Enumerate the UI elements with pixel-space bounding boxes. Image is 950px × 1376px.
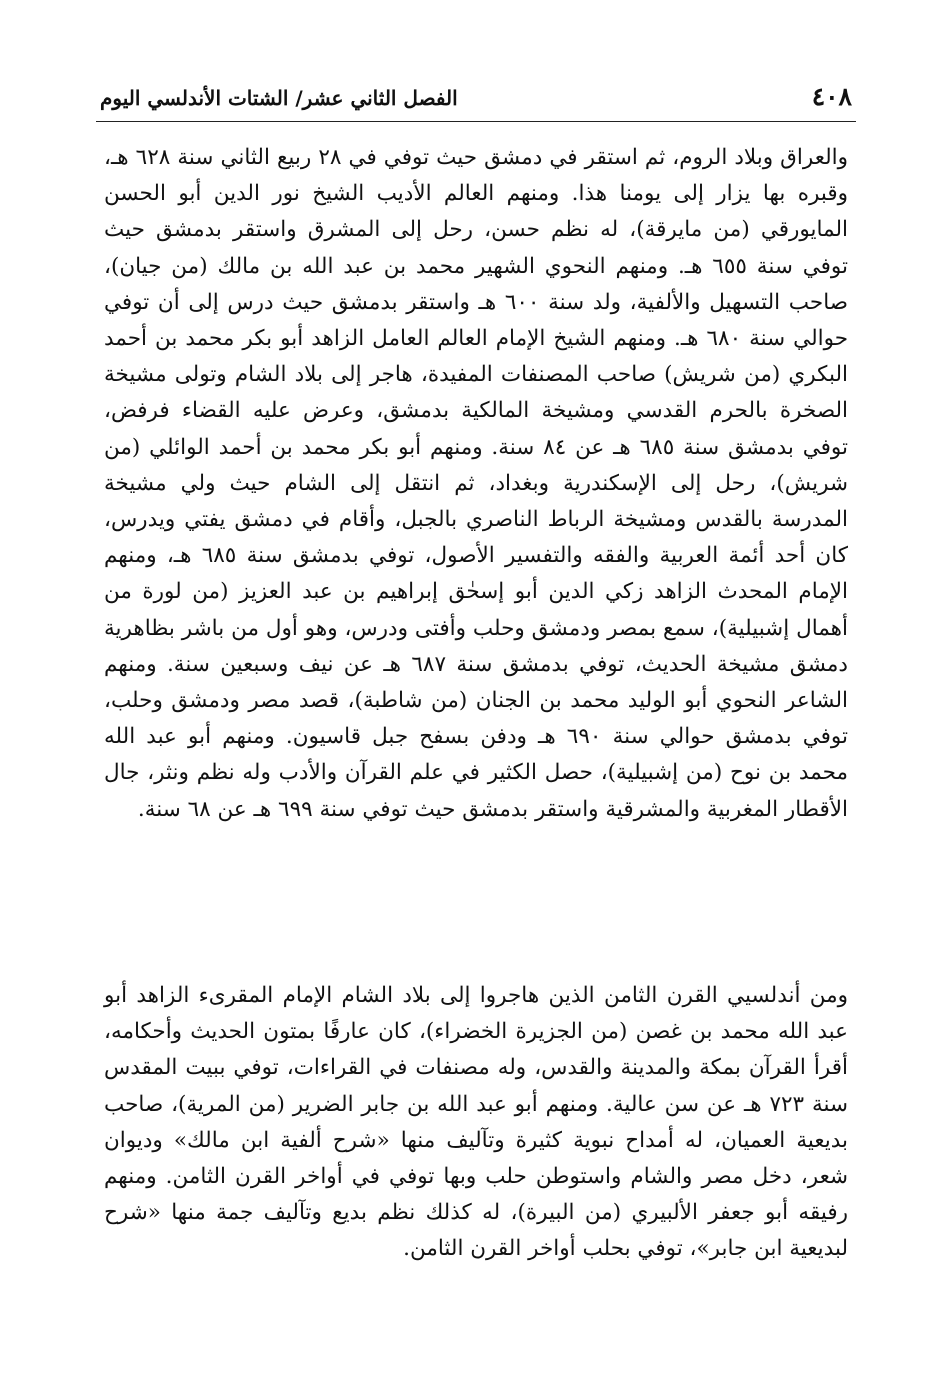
running-title: الفصل الثاني عشر/ الشتات الأندلسي اليوم: [100, 86, 458, 110]
body-paragraph: ومن أندلسيي القرن الثامن الذين هاجروا إلى بلاد الشام الإمام المقرىء الزاهد أبو عبد الله محمد بن غصن (من الجزيرة الخضراء)، كان عارفًا بمتون الحديث وأحكامه، أقرأ القرآن بمكة والمدينة والقدس، وله مصنفات في القراءات، توفي ببيت المقدس سنة ٧٢٣ هـ عن سن عالية. ومنهم أبو عبد الله بن جابر الضرير (من المرية)، صاحب بديعية العميان، له أمداح نبوية كثيرة وتآليف منها «شرح ألفية ابن مالك» وديوان شعر، دخل مصر والشام واستوطن حلب وبها توفي في أواخر القرن الثامن. ومنهم رفيقه أبو جعفر الألبيري (من البيرة)، له كذلك نظم بديع وتآليف جمة منها «شرح لبديعية ابن جابر»، توفي بحلب أواخر القرن الثامن.: [104, 983, 848, 1262]
page-number: ٤٠٨: [811, 82, 852, 111]
body-paragraph: والعراق وبلاد الروم، ثم استقر في دمشق حيث توفي في ٢٨ ربيع الثاني سنة ٦٢٨ هـ، وقبره بها يزار إلى يومنا هذا. ومنهم العالم الأديب الشيخ نور الدين أبو الحسن المايورقي (من مايرقة)، له نظم حسن، رحل إلى المشرق واستقر بدمشق حيث توفي سنة ٦٥٥ هـ. ومنهم النحوي الشهير محمد بن عبد الله بن مالك (من جيان)، صاحب التسهيل والألفية، ولد سنة ٦٠٠ هـ واستقر بدمشق حيث درس إلى أن توفي حوالي سنة ٦٨٠ هـ. ومنهم الشيخ الإمام العالم العامل الزاهد أبو بكر محمد بن أحمد البكري (من شريش) صاحب المصنفات المفيدة، هاجر إلى بلاد الشام وتولى مشيخة الصخرة بالحرم القدسي ومشيخة المالكية بدمشق، وعرض عليه القضاء فرفض، توفي بدمشق سنة ٦٨٥ هـ عن ٨٤ سنة. ومنهم أبو بكر محمد بن أحمد الوائلي (من شريش)، رحل إلى الإسكندرية وبغداد، ثم انتقل إلى الشام حيث ولي مشيخة المدرسة بالقدس ومشيخة الرباط الناصري بالجبل، وأقام في دمشق يفتي ويدرس، كان أحد أئمة العربية والفقه والتفسير الأصول، توفي بدمشق سنة ٦٨٥ هـ، ومنهم الإمام المحدث الزاهد زكي الدين أبو إسحٰق إبراهيم بن عبد العزيز (من لورة من أهمال إشبيلية)، سمع بمصر ودمشق وحلب وأفتى ودرس، وهو أول من باشر بظاهرية دمشق مشيخة الحديث، توفي بدمشق سنة ٦٨٧ هـ عن نيف وسبعين سنة. ومنهم الشاعر النحوي أبو الوليد محمد بن الجنان (من شاطبة)، قصد مصر ودمشق وحلب، توفي بدمشق حوالي سنة ٦٩٠ هـ ودفن بسفح جبل قاسيون. ومنهم أبو عبد الله محمد بن نوح (من إشبيلية)، حصل الكثير في علم القرآن والأدب وله نظم ونثر، جال الأقطار المغربية والمشرقية واستقر بدمشق حيث توفي سنة ٦٩٩ هـ عن ٦٨ سنة.: [104, 145, 849, 822]
header-divider: [96, 121, 856, 122]
page-header: [100, 78, 852, 118]
